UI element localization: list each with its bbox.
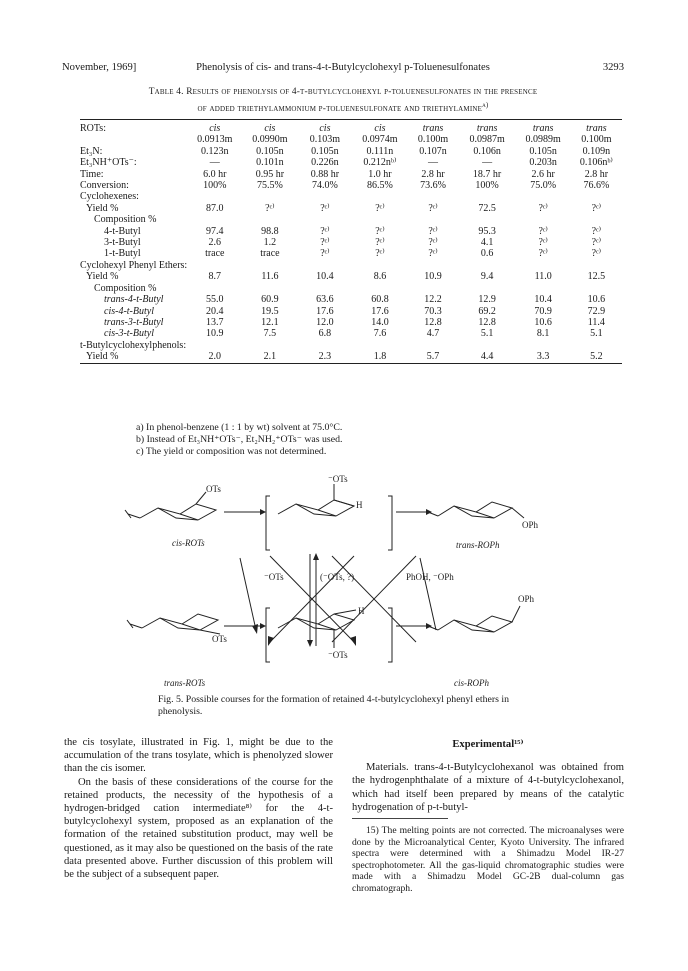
footnote-a: a) In phenol-benzene (1 : 1 by wt) solvent at 75.0°C. bbox=[136, 422, 343, 433]
table-cell: 8.6 bbox=[373, 271, 387, 283]
table-cell bbox=[459, 340, 516, 351]
table-cell: 0.109n bbox=[582, 145, 611, 157]
table-cell: 0.100m bbox=[581, 134, 612, 146]
table-row bbox=[80, 248, 622, 259]
table-cell: trace bbox=[260, 248, 280, 260]
table-cell: 10.9 bbox=[424, 271, 442, 283]
column-header: cis bbox=[319, 123, 331, 134]
caption-footnote-mark: a) bbox=[482, 101, 489, 109]
table-row bbox=[80, 180, 622, 191]
table-cell: 2.6 hr bbox=[531, 168, 555, 180]
table-cell: — bbox=[428, 157, 439, 169]
table-cell: ?ᶜ⁾ bbox=[375, 248, 385, 260]
table-cell: 1.0 hr bbox=[368, 168, 392, 180]
table-cell: 12.5 bbox=[587, 271, 606, 283]
row-label: Time: bbox=[80, 168, 104, 180]
table-cell bbox=[408, 283, 459, 294]
table-row bbox=[80, 260, 622, 271]
row-label: Cyclohexyl Phenyl Ethers: bbox=[80, 259, 188, 271]
table-cell: 0.0990m bbox=[252, 134, 288, 146]
table-cell: 17.6 bbox=[371, 305, 389, 317]
column-header: cis bbox=[264, 123, 276, 134]
row-label: 3-t-Butyl bbox=[104, 237, 141, 249]
table-cell bbox=[187, 214, 242, 225]
table-cell: ?ᶜ⁾ bbox=[538, 225, 548, 237]
table-cell: ?ᶜ⁾ bbox=[538, 248, 548, 260]
h-label-top: H bbox=[356, 500, 363, 510]
table-cell bbox=[459, 260, 516, 271]
table-cell: 13.7 bbox=[206, 316, 224, 328]
label-trans-roph: trans-ROPh bbox=[456, 540, 500, 550]
table-cell: 87.0 bbox=[206, 202, 224, 214]
row-label: 4-t-Butyl bbox=[104, 225, 141, 237]
table-cell bbox=[352, 283, 407, 294]
table-cell bbox=[242, 283, 297, 294]
table-caption bbox=[62, 86, 624, 116]
row-label: Composition % bbox=[94, 282, 157, 294]
row-label: 1-t-Butyl bbox=[104, 248, 141, 260]
table-cell: 0.106n bbox=[473, 145, 501, 157]
table-cell: 14.0 bbox=[371, 316, 389, 328]
table-cell bbox=[187, 260, 242, 271]
table-cell bbox=[352, 260, 407, 271]
table-cell: 1.2 bbox=[263, 237, 277, 249]
row-label: Conversion: bbox=[80, 180, 129, 192]
column-header: cis bbox=[374, 123, 386, 134]
table-cell: 6.8 bbox=[318, 328, 332, 340]
table-cell bbox=[242, 191, 297, 202]
table-cell: 2.0 bbox=[208, 351, 222, 363]
table-cell: 75.0% bbox=[530, 180, 557, 192]
table-cell: 11.0 bbox=[534, 271, 552, 283]
table-cell: 0.107n bbox=[419, 145, 447, 157]
table-cell: 10.4 bbox=[316, 271, 334, 283]
table-cell: 0.203n bbox=[529, 157, 557, 169]
table-cell: — bbox=[209, 157, 220, 169]
label-cis-roph: cis-ROPh bbox=[454, 678, 489, 688]
table-cell: 60.8 bbox=[371, 294, 389, 306]
table-cell bbox=[242, 340, 297, 351]
table-cell: 0.95 hr bbox=[255, 168, 285, 180]
table-cell: 12.8 bbox=[424, 316, 442, 328]
ots-minus-bottom: ⁻OTs bbox=[328, 650, 348, 660]
header-title: Phenolysis of cis- and trans-4-t-Butylcyclohexyl p-Toluenesulfonates bbox=[196, 62, 490, 73]
row-label: trans-3-t-Butyl bbox=[104, 316, 164, 328]
row-label: Yield % bbox=[86, 351, 119, 363]
table-cell: 0.0989m bbox=[525, 134, 561, 146]
table-cell: 55.0 bbox=[206, 294, 224, 306]
table-cell: — bbox=[482, 157, 493, 169]
table-cell: 0.226n bbox=[311, 157, 339, 169]
table-cell: ?ᶜ⁾ bbox=[320, 202, 330, 214]
bottom-intermediate bbox=[266, 606, 392, 662]
page-number: 3293 bbox=[602, 62, 624, 73]
table-cell: 12.0 bbox=[316, 316, 334, 328]
cis-rots-structure bbox=[125, 484, 221, 548]
table-cell: ?ᶜ⁾ bbox=[320, 248, 330, 260]
table-cell bbox=[459, 283, 516, 294]
table-cell: 0.0987m bbox=[469, 134, 505, 146]
table-row bbox=[80, 203, 622, 214]
table-cell: 0.100m bbox=[417, 134, 449, 146]
table-cell bbox=[459, 191, 516, 202]
table-cell: 12.1 bbox=[261, 316, 279, 328]
table-row bbox=[80, 226, 622, 237]
table-cell: 73.6% bbox=[420, 180, 446, 192]
table-cell: 7.6 bbox=[373, 328, 387, 340]
cross-arrows bbox=[240, 553, 436, 647]
table-grid bbox=[80, 119, 622, 364]
table-cell: 18.7 hr bbox=[472, 168, 502, 180]
table-cell: 2.6 bbox=[208, 237, 222, 249]
table-cell: ?ᶜ⁾ bbox=[375, 202, 385, 214]
table-cell: 8.7 bbox=[208, 271, 222, 283]
row-label: Cyclohexenes: bbox=[80, 191, 139, 203]
table-row bbox=[80, 271, 622, 282]
oph-label-bottom: OPh bbox=[518, 594, 535, 604]
row-label: Et₃NH⁺OTs⁻: bbox=[80, 157, 137, 169]
footnote-b: b) Instead of Et₃NH⁺OTs⁻, Et₂NH₂⁺OTs⁻ was used. bbox=[136, 434, 343, 445]
figure-caption: Fig. 5. Possible courses for the formation of retained 4-t-butylcyclohexyl phenyl ethers in phenolysis. bbox=[158, 694, 509, 717]
table-row bbox=[80, 328, 622, 339]
table-cell: 6.0 hr bbox=[203, 168, 227, 180]
table-cell bbox=[352, 214, 407, 225]
table-cell bbox=[297, 214, 352, 225]
ots-label: OTs bbox=[206, 484, 221, 494]
table-cell bbox=[297, 340, 352, 351]
table-cell bbox=[297, 191, 352, 202]
table-row bbox=[80, 191, 622, 202]
row-label: cis-4-t-Butyl bbox=[104, 305, 154, 317]
row-label: trans-4-t-Butyl bbox=[104, 294, 164, 306]
table-cell bbox=[516, 260, 571, 271]
table-cell: 60.9 bbox=[261, 294, 279, 306]
table-cell: 4.4 bbox=[480, 351, 494, 363]
table-cell bbox=[408, 340, 459, 351]
table-cell: 4.1 bbox=[480, 237, 494, 249]
table-cell: ?ᶜ⁾ bbox=[265, 202, 275, 214]
table-cell: 0.101n bbox=[256, 157, 284, 169]
table-cell bbox=[242, 214, 297, 225]
table-cell: trace bbox=[205, 248, 225, 260]
row-label: Yield % bbox=[86, 271, 119, 283]
table-cell: ?ᶜ⁾ bbox=[320, 237, 330, 249]
header-label: ROTs: bbox=[80, 123, 106, 134]
table-cell: 19.5 bbox=[261, 305, 279, 317]
table-cell: 5.1 bbox=[480, 328, 494, 340]
table-cell: 3.3 bbox=[536, 351, 550, 363]
table-header-row bbox=[80, 120, 622, 135]
table-cell: 75.5% bbox=[256, 180, 283, 192]
table-cell: ?ᶜ⁾ bbox=[591, 225, 602, 237]
table-cell: 100% bbox=[203, 180, 227, 192]
row-label: cis-3-t-Butyl bbox=[104, 328, 154, 340]
table-cell: 97.4 bbox=[206, 225, 224, 237]
column-header: trans bbox=[586, 123, 607, 134]
table-cell: 0.0913m bbox=[197, 134, 233, 146]
top-intermediate bbox=[266, 474, 392, 550]
column-header: cis bbox=[209, 123, 221, 134]
table-cell: 0.88 hr bbox=[310, 168, 340, 180]
table-row bbox=[80, 340, 622, 351]
table-cell bbox=[459, 214, 516, 225]
footnote-15: 15) The melting points are not corrected. The microanalyses were done by the Microanalytical Center, Kyoto University. The infrared spectra were determined with a Shimadzu Model IR-27 spectrophotometer. All the gas-liquid chromatographic studies were made with a Shimadzu Model GC-2B dual-column gas chromatograph. bbox=[352, 825, 624, 894]
table-cell: 74.0% bbox=[312, 180, 338, 192]
table-cell: 95.3 bbox=[478, 225, 496, 237]
table-cell: 4.7 bbox=[426, 328, 440, 340]
table-row bbox=[80, 214, 622, 225]
table-cell: 20.4 bbox=[206, 305, 224, 317]
table-cell: ?ᶜ⁾ bbox=[428, 202, 438, 214]
label-trans-rots: trans-ROTs bbox=[164, 678, 206, 688]
results-table bbox=[80, 119, 622, 364]
table-row bbox=[80, 351, 622, 363]
table-cell: 12.8 bbox=[478, 316, 496, 328]
footnote-c: c) The yield or composition was not determined. bbox=[136, 446, 327, 457]
table-cell bbox=[408, 214, 459, 225]
column-header: trans bbox=[422, 123, 444, 134]
table-cell: 0.0974m bbox=[362, 134, 398, 146]
table-footnotes bbox=[136, 422, 342, 458]
table-cell: 0.6 bbox=[480, 248, 494, 260]
table-cell: 0.103m bbox=[309, 134, 341, 146]
table-cell: 1.8 bbox=[373, 351, 387, 363]
mid-label-left: ⁻OTs bbox=[264, 572, 284, 582]
table-cell bbox=[352, 191, 407, 202]
table-cell: 100% bbox=[475, 180, 499, 192]
row-label: Composition % bbox=[94, 214, 157, 226]
table-cell: 0.123n bbox=[201, 145, 229, 157]
table-cell: 0.105n bbox=[311, 145, 339, 157]
table-cell: 0.105n bbox=[529, 145, 557, 157]
table-cell: 63.6 bbox=[316, 294, 334, 306]
table-cell: 2.8 hr bbox=[584, 168, 609, 180]
table-cell: 7.5 bbox=[263, 328, 277, 340]
left-paragraph-2: On the basis of these considerations of the course for the retained products, the necessity of the hypothesis of a hydrogen-bridged cation intermediate⁸⁾ for the 4-t-butylcyclohexyl system, proposed as an explanation of the formation of the retained substitution product, may well be questioned, as it may also be questioned on the basis of the rate data presented above. Further discussion of this problem will be the subject of a subsequent paper. bbox=[64, 776, 333, 881]
row-label: Yield % bbox=[86, 202, 119, 214]
table-cell: 70.3 bbox=[424, 305, 442, 317]
table-cell bbox=[571, 260, 622, 271]
table-cell bbox=[516, 283, 571, 294]
table-row bbox=[80, 169, 622, 180]
table-cell: 9.4 bbox=[480, 271, 494, 283]
table-cell: 2.1 bbox=[263, 351, 277, 363]
table-cell: 2.3 bbox=[318, 351, 332, 363]
table-cell: ?ᶜ⁾ bbox=[428, 225, 438, 237]
row-label: Et₃N: bbox=[80, 145, 103, 157]
table-cell bbox=[187, 191, 242, 202]
table-cell: ?ᶜ⁾ bbox=[428, 237, 438, 249]
table-caption-line-1: Table 4. Results of phenolysis of 4-t-butylcyclohexyl p-toluenesulfonates in the presence bbox=[148, 87, 538, 97]
table-cell: 10.6 bbox=[534, 316, 552, 328]
table-cell: 5.2 bbox=[590, 351, 603, 363]
table-cell: 11.6 bbox=[261, 271, 279, 283]
table-cell: ?ᶜ⁾ bbox=[538, 237, 548, 249]
table-cell: ?ᶜ⁾ bbox=[591, 237, 602, 249]
table-cell bbox=[571, 191, 622, 202]
table-cell: 69.2 bbox=[478, 305, 496, 317]
right-column bbox=[352, 736, 624, 895]
table-cell: 5.1 bbox=[590, 328, 603, 340]
table-cell: 12.9 bbox=[478, 294, 496, 306]
table-cell: 0.111n bbox=[366, 145, 394, 157]
column-header: trans bbox=[476, 123, 498, 134]
table-cell: ?ᶜ⁾ bbox=[375, 237, 385, 249]
oph-label-top: OPh bbox=[522, 520, 539, 530]
table-cell: 76.6% bbox=[583, 180, 610, 192]
table-cell bbox=[352, 340, 407, 351]
cis-roph-structure bbox=[428, 594, 535, 688]
table-cell bbox=[516, 191, 571, 202]
h-label-bottom: H bbox=[358, 606, 365, 616]
table-cell: ?ᶜ⁾ bbox=[591, 202, 602, 214]
table-row bbox=[80, 134, 622, 145]
table-cell: 70.9 bbox=[534, 305, 552, 317]
table-cell bbox=[516, 340, 571, 351]
trans-rots-structure bbox=[127, 614, 227, 688]
table-cell bbox=[571, 283, 622, 294]
table-cell bbox=[408, 260, 459, 271]
table-cell: 11.4 bbox=[587, 316, 605, 328]
table-cell: 0.106nᵇ⁾ bbox=[579, 157, 613, 169]
table-cell: 10.9 bbox=[206, 328, 224, 340]
table-cell: ?ᶜ⁾ bbox=[591, 248, 602, 260]
table-cell: 17.6 bbox=[316, 305, 334, 317]
table-cell bbox=[242, 260, 297, 271]
table-cell bbox=[187, 340, 242, 351]
table-cell: 98.8 bbox=[261, 225, 279, 237]
row-label: t-Butylcyclohexylphenols: bbox=[80, 339, 187, 351]
table-row bbox=[80, 317, 622, 328]
table-cell: 10.6 bbox=[587, 294, 606, 306]
table-caption-line-2: of added triethylammonium p-toluenesulfonate and triethylamine$^{a)}$ bbox=[197, 101, 489, 115]
table-cell: ?ᶜ⁾ bbox=[375, 225, 385, 237]
table-cell: 72.5 bbox=[478, 202, 496, 214]
table-cell bbox=[571, 340, 622, 351]
table-cell: ?ᶜ⁾ bbox=[538, 202, 548, 214]
trans-roph-structure bbox=[428, 502, 539, 550]
reaction-scheme-figure bbox=[120, 470, 568, 692]
ots-minus-top: ⁻OTs bbox=[328, 474, 348, 484]
table-cell bbox=[187, 283, 242, 294]
table-cell: 86.5% bbox=[367, 180, 393, 192]
experimental-heading: Experimental¹⁵⁾ bbox=[452, 739, 524, 750]
label-cis-rots: cis-ROTs bbox=[172, 538, 205, 548]
header-date: November, 1969] bbox=[62, 62, 137, 73]
table-cell: 10.4 bbox=[534, 294, 552, 306]
footnote-divider bbox=[352, 818, 448, 819]
table-row bbox=[80, 294, 622, 305]
table-cell bbox=[297, 283, 352, 294]
table-cell: 8.1 bbox=[536, 328, 550, 340]
table-cell: ?ᶜ⁾ bbox=[428, 248, 438, 260]
table-row bbox=[80, 237, 622, 248]
table-cell bbox=[297, 260, 352, 271]
table-cell bbox=[408, 191, 459, 202]
table-cell: ?ᶜ⁾ bbox=[320, 225, 330, 237]
left-paragraph-1: the cis tosylate, illustrated in Fig. 1, might be due to the accumulation of the trans tosylate, which is phenolyzed slower than the cis isomer. bbox=[64, 737, 333, 775]
table-row bbox=[80, 146, 622, 157]
running-header bbox=[62, 62, 624, 78]
left-column bbox=[64, 736, 333, 881]
table-row bbox=[80, 283, 622, 294]
materials-paragraph: Materials. trans-4-t-Butylcyclohexanol was obtained from the hydrogenphthalate of a mixture of 4-t-butylcyclohexanol, which had itself been prepared by means of the catalytic hydrogenation of p-t-butyl- bbox=[352, 762, 624, 813]
table-row bbox=[80, 157, 622, 168]
ots-label-bottom: OTs bbox=[212, 634, 227, 644]
table-cell: 2.8 hr bbox=[421, 168, 445, 180]
table-cell: 0.212nᵇ⁾ bbox=[363, 157, 397, 169]
table-cell: 0.105n bbox=[256, 145, 284, 157]
row-label bbox=[80, 134, 187, 145]
column-header: trans bbox=[532, 123, 554, 134]
mid-label-center: (⁻OTs, ?) bbox=[320, 572, 355, 582]
table-cell bbox=[516, 214, 571, 225]
table-cell bbox=[571, 214, 622, 225]
table-cell: 5.7 bbox=[426, 351, 440, 363]
table-row bbox=[80, 306, 622, 317]
table-cell: 12.2 bbox=[424, 294, 442, 306]
mid-label-right: PhOH, ⁻OPh bbox=[406, 572, 454, 582]
table-cell: 72.9 bbox=[587, 305, 606, 317]
